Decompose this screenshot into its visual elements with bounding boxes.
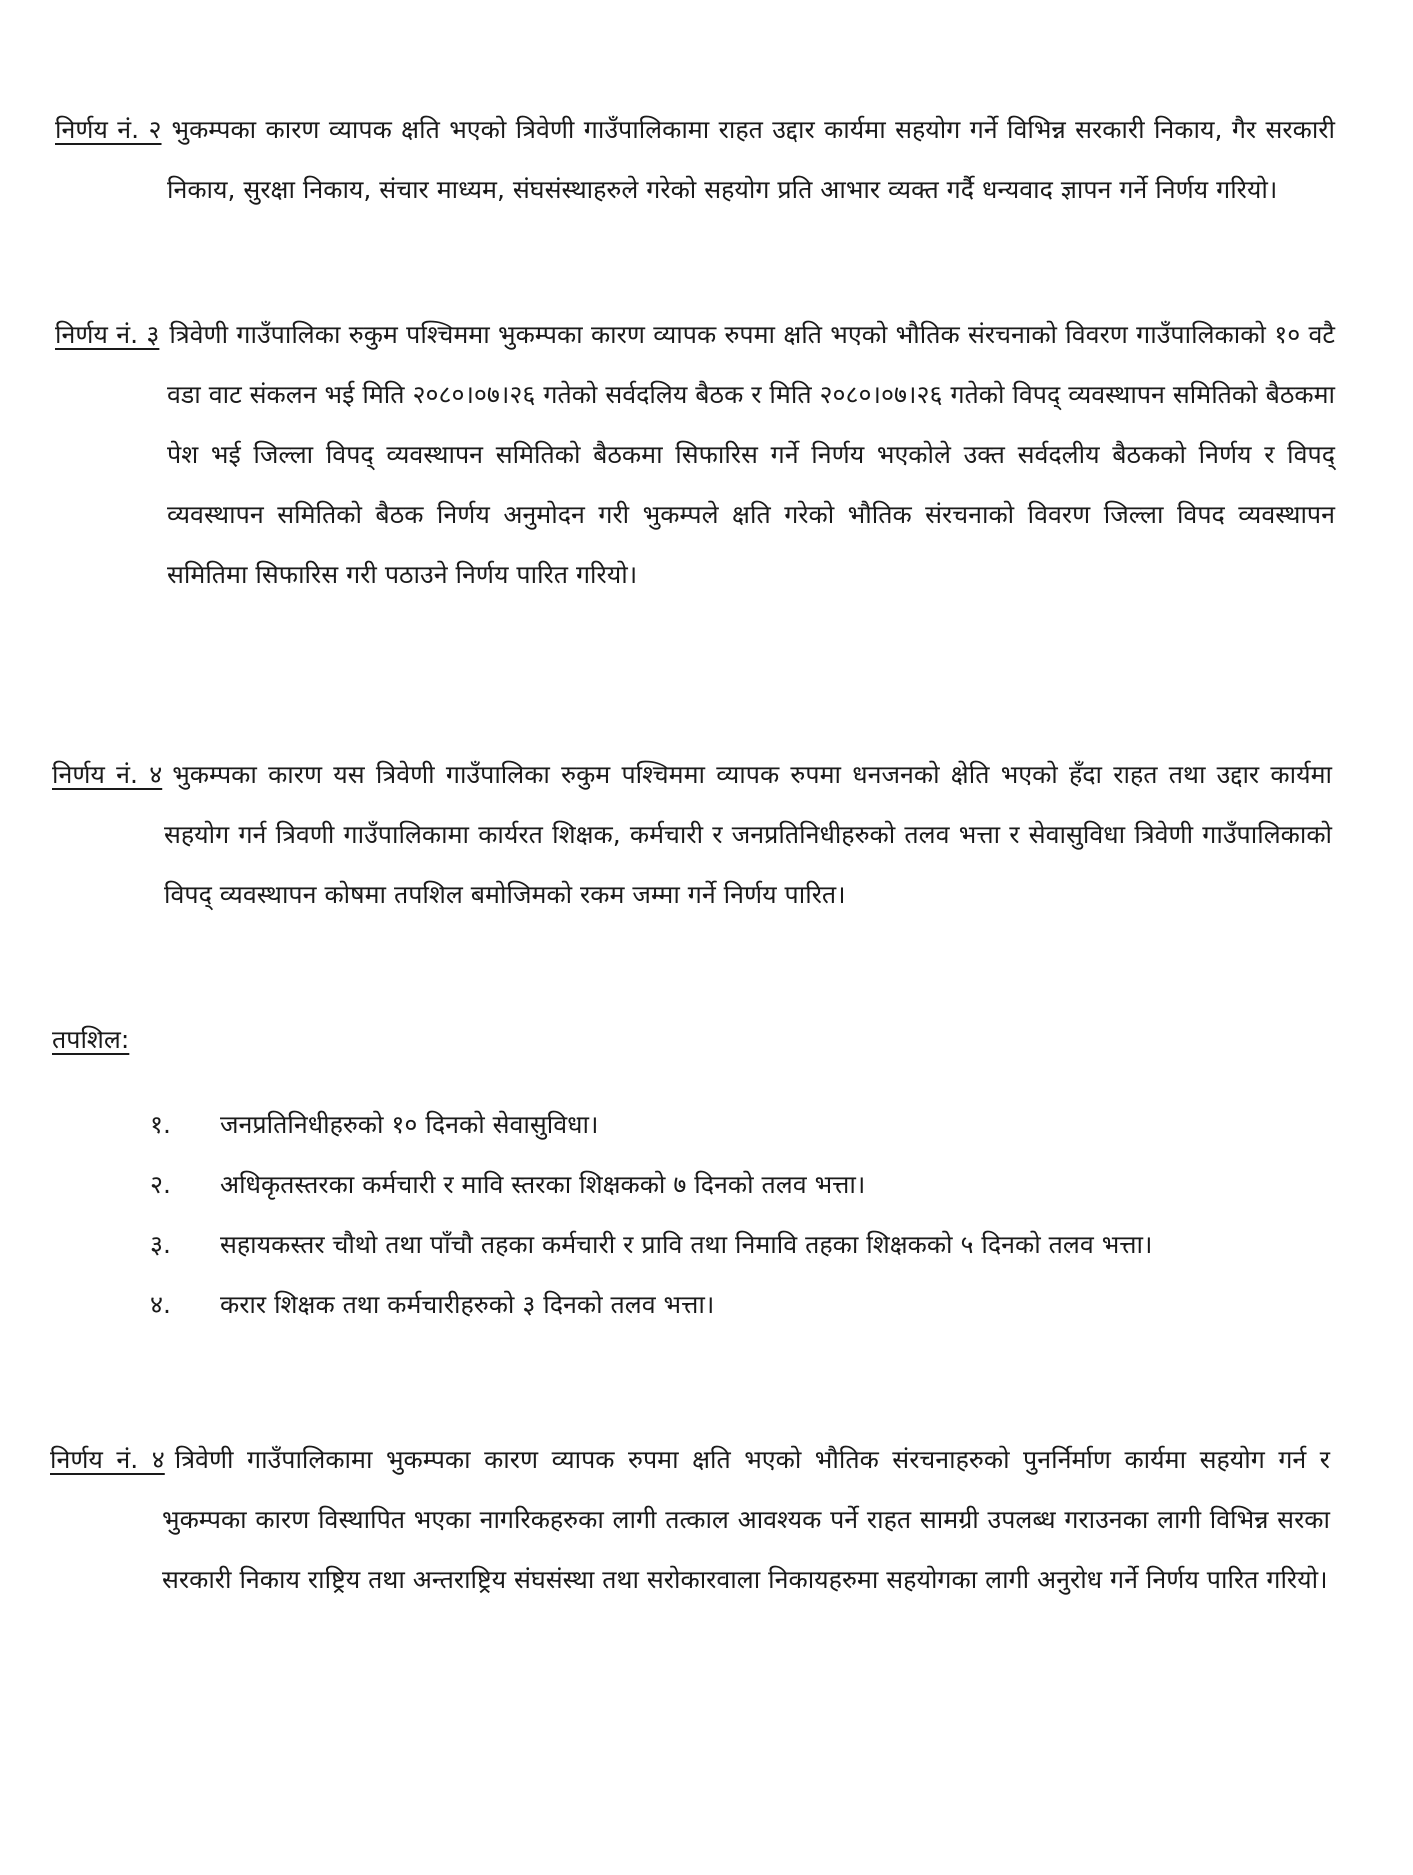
schedule-item-number: ३. — [150, 1230, 171, 1259]
decision-text: भुकम्पका कारण व्यापक क्षति भएको त्रिवेणी गाउँपालिकामा राहत उद्दार कार्यमा सहयोग गर्ने विभिन्न सरकारी निकाय, गैर सरकारी निकाय, सुरक्षा निकाय, संचार माध्यम, संघसंस्थाहरुले गरेको सहयोग प्रति आभार व्यक्त गर्दै धन्यवाद ज्ञापन गर्ने निर्णय गरियो। — [167, 115, 1335, 204]
schedule-item-text: करार शिक्षक तथा कर्मचारीहरुको ३ दिनको तलव भत्ता। — [220, 1290, 715, 1319]
schedule-item — [150, 1275, 1335, 1335]
decision-label: निर्णय नं. २ — [55, 115, 162, 144]
decision-text: भुकम्पका कारण यस त्रिवेणी गाउँपालिका रुकुम पश्चिममा व्यापक रुपमा धनजनको क्षेति भएको हँदा राहत तथा उद्दार कार्यमा सहयोग गर्न त्रिवणी गाउँपालिकामा कार्यरत शिक्षक, कर्मचारी र जनप्रतिनिधीहरुको तलव भत्ता र सेवासुविधा त्रिवेणी गाउँपालिकाको विपद् व्यवस्थापन कोषमा तपशिल बमोजिमको रकम जम्मा गर्ने निर्णय पारित। — [164, 760, 1332, 909]
schedule-item-text: सहायकस्तर चौथो तथा पाँचौ तहका कर्मचारी र प्रावि तथा निमावि तहका शिक्षकको ५ दिनको तलव भत्ता। — [220, 1230, 1153, 1259]
schedule-item — [150, 1215, 1335, 1275]
decision-paragraph — [55, 100, 1335, 220]
decision-paragraph — [55, 305, 1335, 605]
schedule-list — [150, 1095, 1335, 1335]
decision-text: त्रिवेणी गाउँपालिकामा भुकम्पका कारण व्यापक रुपमा क्षति भएको भौतिक संरचनाहरुको पुनर्निर्माण कार्यमा सहयोग गर्न र भुकम्पका कारण विस्थापित भएका नागरिकहरुका लागी तत्काल आवश्यक पर्ने राहत सामग्री उपलब्ध गराउनका लागी विभिन्न सरका सरकारी निकाय राष्ट्रिय तथा अन्तराष्ट्रिय संघसंस्था तथा सरोकारवाला निकायहरुमा सहयोगका लागी अनुरोध गर्ने निर्णय पारित गरियो। — [162, 1445, 1330, 1594]
schedule-item — [150, 1155, 1335, 1215]
decision-paragraph — [52, 745, 1332, 925]
decision-label: निर्णय नं. ३ — [55, 320, 160, 349]
decision-label: निर्णय नं. ४ — [50, 1445, 165, 1474]
decision-4-reconstruction — [50, 1430, 1330, 1610]
schedule-item-number: २. — [150, 1170, 171, 1199]
schedule-item-number: ४. — [150, 1290, 171, 1319]
schedule-item — [150, 1095, 1335, 1155]
decision-label: निर्णय नं. ४ — [52, 760, 163, 789]
schedule-item-text: जनप्रतिनिधीहरुको १० दिनको सेवासुविधा। — [220, 1110, 599, 1139]
schedule-title: तपशिल: — [52, 1025, 130, 1054]
decision-paragraph — [50, 1430, 1330, 1610]
decision-3 — [55, 305, 1335, 605]
schedule-item-number: १. — [150, 1110, 171, 1139]
decision-4 — [52, 745, 1332, 925]
decision-text: त्रिवेणी गाउँपालिका रुकुम पश्चिममा भुकम्पका कारण व्यापक रुपमा क्षति भएको भौतिक संरचनाको विवरण गाउँपालिकाको १० वटै वडा वाट संकलन भई मिति २०८०।०७।२६ गतेको सर्वदलिय बैठक र मिति २०८०।०७।२६ गतेको विपद् व्यवस्थापन समितिको बैठकमा पेश भई जिल्ला विपद् व्यवस्थापन समितिको बैठकमा सिफारिस गर्ने निर्णय भएकोले उक्त सर्वदलीय बैठकको निर्णय र विपद् व्यवस्थापन समितिको बैठक निर्णय अनुमोदन गरी भुकम्पले क्षति गरेको भौतिक संरचनाको विवरण जिल्ला विपद व्यवस्थापन समितिमा सिफारिस गरी पठाउने निर्णय पारित गरियो। — [167, 320, 1335, 589]
decision-2 — [55, 100, 1335, 220]
schedule-item-text: अधिकृतस्तरका कर्मचारी र मावि स्तरका शिक्षकको ७ दिनको तलव भत्ता। — [220, 1170, 866, 1199]
